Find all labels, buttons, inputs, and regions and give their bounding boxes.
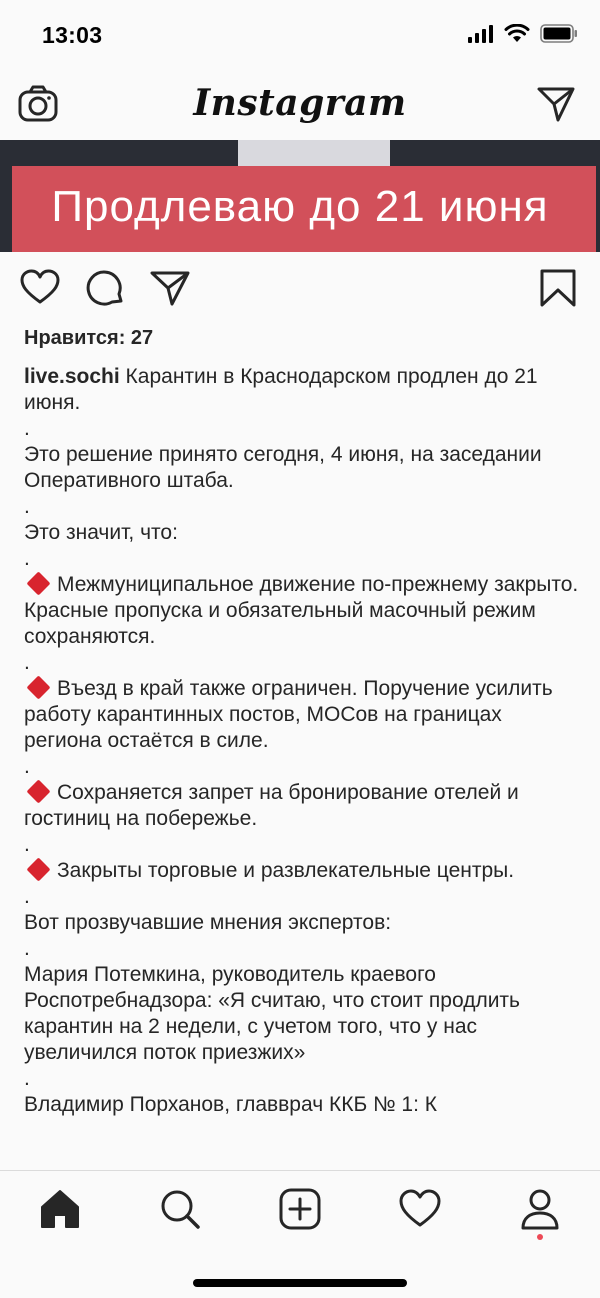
- home-icon: [38, 1187, 82, 1231]
- notification-dot: [537, 1234, 543, 1240]
- caption-bullet: Межмуниципальное движение по-прежнему закрыто. Красные пропуска и обязательный масочный режим сохраняются.: [24, 573, 585, 648]
- caption-dot: .: [24, 833, 30, 856]
- signal-icon: [468, 25, 494, 43]
- tab-add-post[interactable]: [278, 1187, 322, 1231]
- caption-bullet: Закрыты торговые и развлекательные центры.: [57, 859, 515, 882]
- tab-home[interactable]: [38, 1187, 82, 1231]
- red-diamond-icon: [26, 779, 50, 803]
- status-time: 13:03: [42, 22, 103, 48]
- post-username[interactable]: live.sochi: [24, 365, 120, 388]
- red-diamond-icon: [26, 675, 50, 699]
- add-post-icon: [278, 1187, 322, 1231]
- direct-message-icon[interactable]: [536, 84, 576, 124]
- bottom-tab-bar: [0, 1170, 600, 1298]
- caption-paragraph: Это решение принято сегодня, 4 июня, на заседании Оперативного штаба.: [24, 443, 548, 492]
- profile-icon: [518, 1187, 562, 1231]
- caption-intro: Карантин в Краснодарском продлен до 21 июня.: [24, 365, 544, 414]
- banner-text: Продлеваю до 21 июня: [51, 182, 549, 231]
- post-image[interactable]: [0, 140, 600, 252]
- wifi-icon: [504, 24, 530, 43]
- red-diamond-icon: [26, 857, 50, 881]
- caption-dot: .: [24, 547, 30, 570]
- bookmark-icon[interactable]: [538, 268, 578, 308]
- caption-dot: .: [24, 885, 30, 908]
- comment-icon[interactable]: [86, 268, 126, 308]
- caption-paragraph: Вот прозвучавшие мнения экспертов:: [24, 911, 392, 934]
- share-icon[interactable]: [150, 268, 190, 308]
- app-header: [0, 70, 600, 140]
- post-caption: [24, 364, 584, 1118]
- caption-paragraph: Мария Потемкина, руководитель краевого Роспотребнадзора: «Я считаю, что стоит продлить карантин на 2 недели, с учетом того, что у нас увеличился поток приезжих»: [24, 963, 526, 1064]
- post-actions: [0, 262, 600, 318]
- status-icons: [468, 24, 578, 43]
- battery-icon: [540, 24, 578, 43]
- caption-paragraph: Владимир Порханов, главврач ККБ № 1: К: [24, 1093, 438, 1116]
- likes-count[interactable]: Нравится: 27: [24, 327, 154, 349]
- instagram-logo: Instagram: [193, 82, 407, 124]
- search-icon: [158, 1187, 202, 1231]
- caption-dot: .: [24, 937, 30, 960]
- caption-bullet: Въезд в край также ограничен. Поручение усилить работу карантинных постов, МОСов на границах региона остаётся в силе.: [24, 677, 559, 752]
- tab-search[interactable]: [158, 1187, 202, 1231]
- caption-dot: .: [24, 651, 30, 674]
- tab-activity[interactable]: [398, 1187, 442, 1231]
- caption-bullet: Сохраняется запрет на бронирование отелей и гостиниц на побережье.: [24, 781, 525, 830]
- caption-dot: .: [24, 417, 30, 440]
- caption-dot: .: [24, 495, 30, 518]
- tab-profile[interactable]: [518, 1187, 562, 1231]
- heart-icon: [398, 1187, 442, 1231]
- caption-paragraph: Это значит, что:: [24, 521, 178, 544]
- home-indicator: [193, 1279, 407, 1287]
- caption-dot: .: [24, 1067, 30, 1090]
- red-diamond-icon: [26, 571, 50, 595]
- status-bar: [0, 0, 600, 70]
- heart-icon[interactable]: [20, 268, 60, 308]
- caption-dot: .: [24, 755, 30, 778]
